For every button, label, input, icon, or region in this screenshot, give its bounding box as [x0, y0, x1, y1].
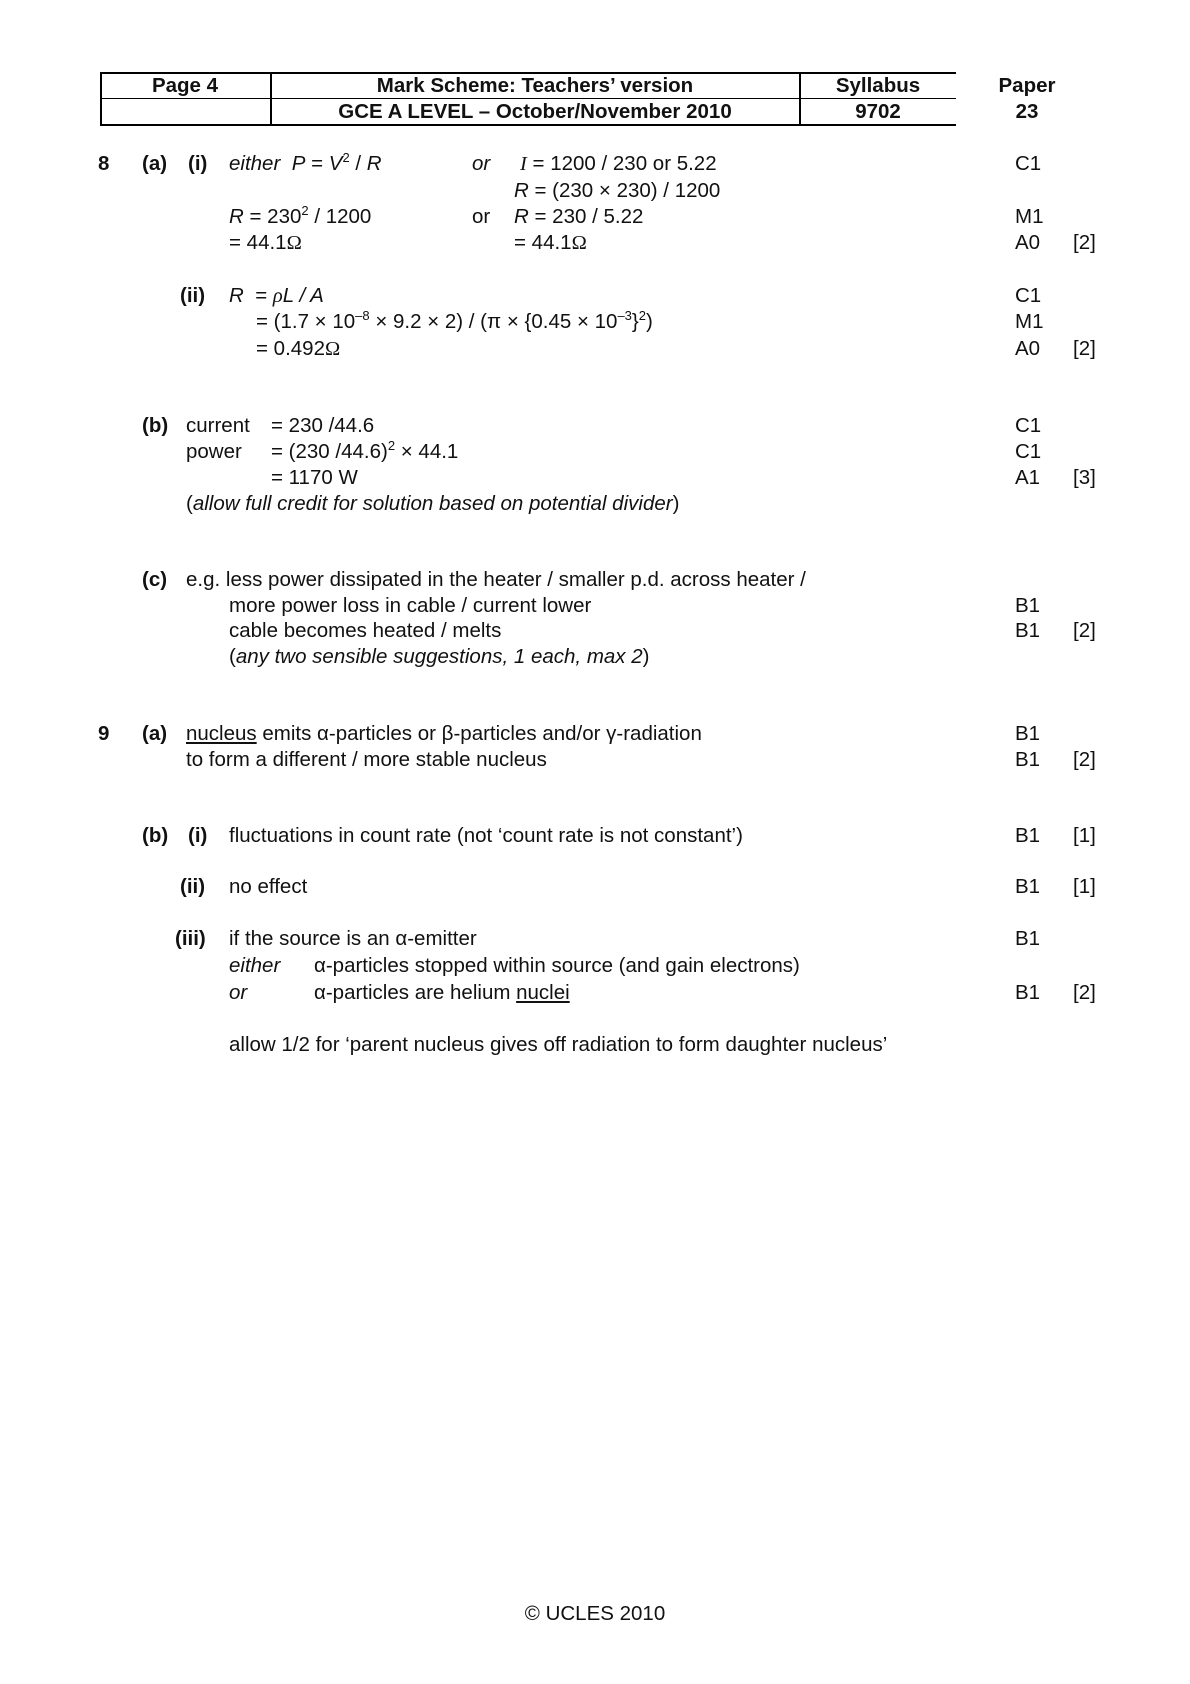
mark-code: C1 [1015, 152, 1042, 175]
paper-label: Paper [998, 74, 1056, 97]
formula-resistivity: R = ρL / A [229, 284, 324, 307]
answer-line: nucleus emits α-particles or β-particles and/or γ-radiation [186, 722, 702, 745]
or-word: or [472, 205, 491, 228]
mark-code: B1 [1015, 981, 1041, 1004]
part-label: (a) [142, 152, 168, 175]
mark-code: A0 [1015, 337, 1041, 360]
answer-cable-resistance: = 0.492Ω [256, 337, 341, 360]
mark-scheme-title: Mark Scheme: Teachers’ version [376, 74, 694, 97]
formula-resistance-calc: R = 230 / 5.22 [514, 205, 644, 228]
answer-line: α-particles are helium nuclei [314, 981, 570, 1004]
mark-code: C1 [1015, 414, 1042, 437]
answer-line: α-particles stopped within source (and gain electrons) [314, 954, 800, 977]
or-word: or [229, 981, 248, 1004]
mark-total: [2] [1073, 981, 1096, 1004]
current-label: current [186, 414, 250, 437]
mark-code: B1 [1015, 927, 1041, 950]
resistivity-substitution: = $(1.7 \times 10^{-8} \times 9.2 \times 2) / (\pi \times \{0.45 \times 10^{-3}\}^2)$ [256, 308, 653, 333]
mark-code: B1 [1015, 875, 1041, 898]
power-result: = 1170 W [271, 466, 358, 489]
or-word: or [472, 152, 491, 175]
credit-note: (allow full credit for solution based on potential divider) [186, 492, 680, 515]
mark-total: [2] [1073, 748, 1096, 771]
mark-code: C1 [1015, 440, 1042, 463]
mark-code: B1 [1015, 722, 1041, 745]
credit-note: (any two sensible suggestions, 1 each, max 2) [229, 645, 650, 668]
part-label: (b) [142, 414, 169, 437]
question-number: 9 [98, 722, 110, 745]
subpart-label: (ii) [180, 284, 206, 307]
answer-resistance-alt: = 44.1Ω [514, 231, 587, 254]
subpart-label: (i) [188, 824, 208, 847]
either-word: either [229, 954, 281, 977]
answer-line: no effect [229, 875, 308, 898]
subpart-label: (ii) [180, 875, 206, 898]
exam-session: GCE A LEVEL – October/November 2010 [338, 100, 732, 123]
formula-power: either $P = V^2 / R$ [229, 150, 382, 175]
copyright-footer: © UCLES 2010 [524, 1602, 666, 1625]
formula-current: I = 1200 / 230 or 5.22 [520, 152, 717, 175]
formula-resistance-alt: R = (230 × 230) / 1200 [514, 179, 721, 202]
answer-line: more power loss in cable / current lower [229, 594, 592, 617]
paper-code: 23 [1015, 100, 1039, 123]
mark-total: [2] [1073, 231, 1096, 254]
formula-resistance: $R = 230^2 / 1200$ [229, 203, 372, 228]
part-label: (b) [142, 824, 169, 847]
mark-code: A0 [1015, 231, 1041, 254]
mark-code: B1 [1015, 748, 1041, 771]
question-number: 8 [98, 152, 110, 175]
mark-total: [2] [1073, 337, 1096, 360]
answer-line: cable becomes heated / melts [229, 619, 502, 642]
mark-total: [1] [1073, 875, 1096, 898]
part-label: (c) [142, 568, 168, 591]
page-label: Page 4 [151, 74, 219, 97]
current-value: = 230 /44.6 [271, 414, 375, 437]
answer-line: e.g. less power dissipated in the heater / smaller p.d. across heater / [186, 568, 806, 591]
mark-total: [2] [1073, 619, 1096, 642]
syllabus-code: 9702 [855, 100, 901, 123]
subpart-label: (iii) [175, 927, 206, 950]
answer-line: to form a different / more stable nucleus [186, 748, 547, 771]
syllabus-label: Syllabus [835, 74, 921, 97]
mark-code: M1 [1015, 310, 1044, 333]
mark-code: B1 [1015, 824, 1041, 847]
power-label: power [186, 440, 242, 463]
subpart-label: (i) [188, 152, 208, 175]
mark-total: [3] [1073, 466, 1096, 489]
mark-code: B1 [1015, 594, 1041, 617]
mark-total: [1] [1073, 824, 1096, 847]
mark-code: A1 [1015, 466, 1041, 489]
answer-line: if the source is an α-emitter [229, 927, 477, 950]
answer-line: fluctuations in count rate (not ‘count rate is not constant’) [229, 824, 743, 847]
mark-code: B1 [1015, 619, 1041, 642]
allowance-note: allow 1/2 for ‘parent nucleus gives off radiation to form daughter nucleus’ [229, 1033, 888, 1056]
power-value: = (230 /44.6)$^2$ × 44.1 [271, 438, 459, 463]
answer-resistance: = 44.1Ω [229, 231, 302, 254]
mark-code: C1 [1015, 284, 1042, 307]
part-label: (a) [142, 722, 168, 745]
mark-code: M1 [1015, 205, 1044, 228]
